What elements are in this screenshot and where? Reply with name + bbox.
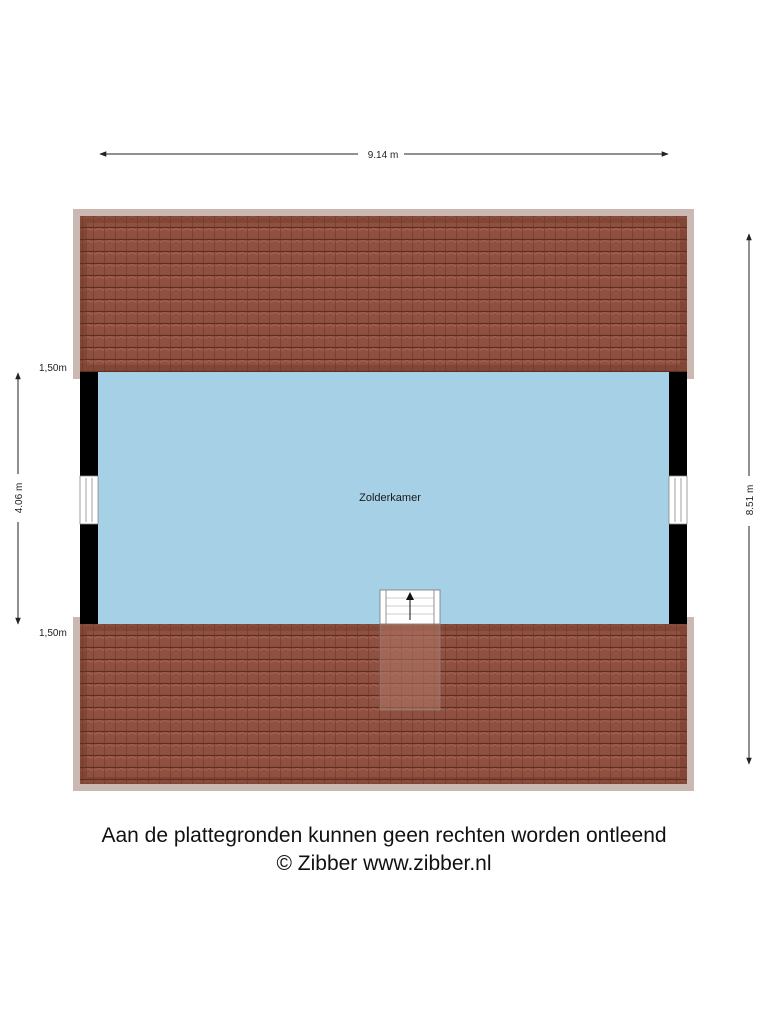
dimension-height bbox=[745, 234, 756, 764]
dimension-height-label: 8.51 m bbox=[745, 484, 756, 516]
dimension-room-height bbox=[14, 373, 25, 624]
staircase-icon bbox=[380, 590, 440, 710]
dimension-width bbox=[100, 150, 668, 161]
copyright-text: © Zibber www.zibber.nl bbox=[276, 852, 492, 875]
dimension-width-label: 9.14 m bbox=[367, 150, 399, 161]
dimension-room-height-label: 4.06 m bbox=[14, 482, 25, 514]
upper-roof-label: 1,50m bbox=[39, 363, 67, 374]
roof-upper bbox=[80, 216, 687, 372]
window-icon bbox=[80, 476, 98, 524]
disclaimer-text: Aan de plattegronden kunnen geen rechten worden ontleend bbox=[101, 824, 667, 847]
lower-roof-label: 1,50m bbox=[39, 628, 67, 639]
window-icon bbox=[669, 476, 687, 524]
room-label: Zolderkamer bbox=[359, 492, 421, 504]
